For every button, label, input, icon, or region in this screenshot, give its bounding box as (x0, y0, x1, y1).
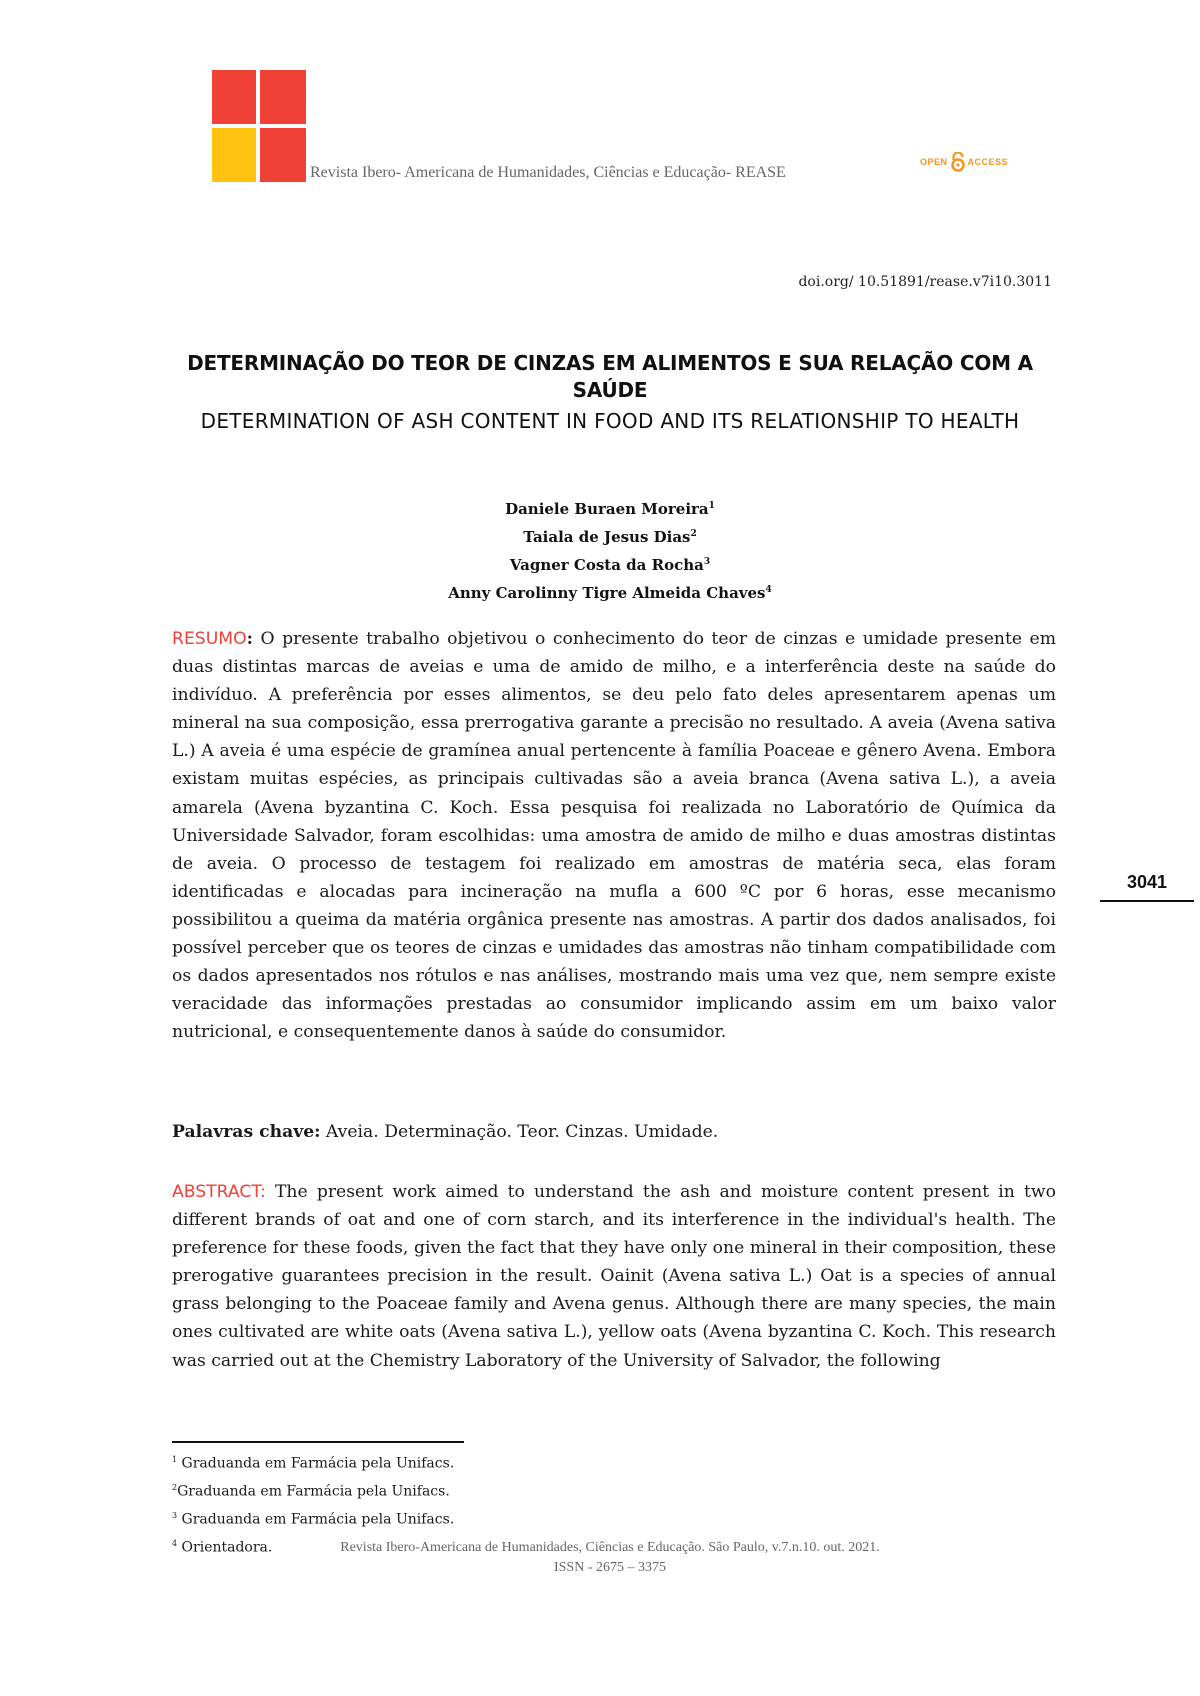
resumo-label: RESUMO (172, 629, 247, 649)
abstract-text: The present work aimed to understand the ash and moisture content present in two different brands of oat and one of corn starch, and its interference in the individual's health. The preference for these foods, given the fact that they have only one mineral in their composition, these prerogative guarantees precision in the result. Oainit (Avena sativa L.) Oat is a species of annual grass belonging to the Poaceae family and Avena genus. Although there are many species, the main ones cultivated are white oats (Avena sativa L.), yellow oats (Avena byzantina C. Koch. This research was carried out at the Chemistry Laboratory of the University of Salvador, the following (172, 1182, 1056, 1371)
author-1: Daniele Buraen Moreira$^1$ (505, 500, 715, 518)
open-access-badge (920, 152, 1008, 172)
page-number-rule (1100, 900, 1194, 902)
doi-link[interactable]: doi.org/ 10.51891/rease.v7i10.3011 (798, 274, 1052, 290)
page-footer (160, 1538, 1060, 1578)
footnote-2: $^2$Graduanda em Farmácia pela Unifacs. (172, 1483, 450, 1500)
page-number: 3041 (1126, 872, 1168, 892)
logo-square-yellow (212, 128, 256, 182)
journal-logo (212, 70, 306, 182)
footnote-separator (172, 1441, 464, 1443)
author-4: Anny Carolinny Tigre Almeida Chaves$^4$ (448, 584, 772, 602)
logo-square-red-2 (260, 70, 306, 124)
abstract-label: ABSTRACT: (172, 1182, 266, 1202)
keywords-text: Aveia. Determinação. Teor. Cinzas. Umidade. (320, 1122, 719, 1142)
author-3: Vagner Costa da Rocha$^3$ (509, 556, 711, 574)
footnote-1: $^1$ Graduanda em Farmácia pela Unifacs. (172, 1455, 455, 1472)
resumo-paragraph (172, 625, 1056, 1046)
logo-square-red-3 (260, 128, 306, 182)
open-access-lock-icon (950, 152, 966, 172)
keywords-paragraph (172, 1118, 1056, 1146)
resumo-text: O presente trabalho objetivou o conhecimento do teor de cinzas e umidade presente em duas distintas marcas de aveias e uma de amido de milho, e a interferência deste na saúde do indivíduo. A preferência por esses alimentos, se deu pelo fato deles apresentarem apenas um mineral na sua composição, essa prerrogativa garante a precisão no resultado. A aveia (Avena sativa L.) A aveia é uma espécie de gramínea anual pertencente à família Poaceae e gênero Avena. Embora existam muitas espécies, as principais cultivadas são a aveia branca (Avena sativa L.), a aveia amarela (Avena byzantina C. Koch. Essa pesquisa foi realizada no Laboratório de Química da Universidade Salvador, foram escolhidas: uma amostra de amido de milho e duas amostras distintas de aveia. O processo de testagem foi realizado em amostras de matéria seca, elas foram identificadas e alocadas para incineração na mufla a 600 ºC por 6 horas, esse mecanismo possibilitou a queima da matéria orgânica presente nas amostras. A partir dos dados analisados, foi possível perceber que os teores de cinzas e umidades das amostras não tinham compatibilidade com os dados apresentados nos rótulos e nas análises, mostrando mais uma vez que, nem sempre existe veracidade das informações prestadas ao consumidor implicando assim em um baixo valor nutricional, e consequentemente danos à saúde do consumidor. (172, 629, 1056, 1043)
footer-citation: Revista Ibero-Americana de Humanidades, Ciências e Educação. São Paulo, v.7.n.10. out. 2021. (340, 1540, 880, 1555)
logo-square-red-1 (212, 70, 256, 124)
paper-title-english: DETERMINATION OF ASH CONTENT IN FOOD AND ITS RELATIONSHIP TO HEALTH (200, 409, 1020, 433)
author-2: Taiala de Jesus Dias$^2$ (523, 528, 697, 546)
journal-header-title: Revista Ibero- Americana de Humanidades, Ciências e Educação- REASE (310, 164, 786, 181)
open-access-left-text: OPEN (920, 157, 948, 167)
open-access-right-text: ACCESS (967, 157, 1009, 167)
footer-issn: ISSN - 2675 – 3375 (553, 1560, 666, 1575)
keywords-label: Palavras chave: (172, 1122, 321, 1142)
author-list (160, 494, 1060, 606)
paper-title-portuguese: DETERMINAÇÃO DO TEOR DE CINZAS EM ALIMENTOS E SUA RELAÇÃO COM A SAÚDE (187, 351, 1033, 402)
resumo-colon: : (246, 629, 254, 649)
footnote-4: $^4$ Orientadora. (172, 1539, 273, 1557)
abstract-paragraph (172, 1178, 1056, 1375)
footnote-3: $^3$ Graduanda em Farmácia pela Unifacs. (172, 1511, 455, 1528)
